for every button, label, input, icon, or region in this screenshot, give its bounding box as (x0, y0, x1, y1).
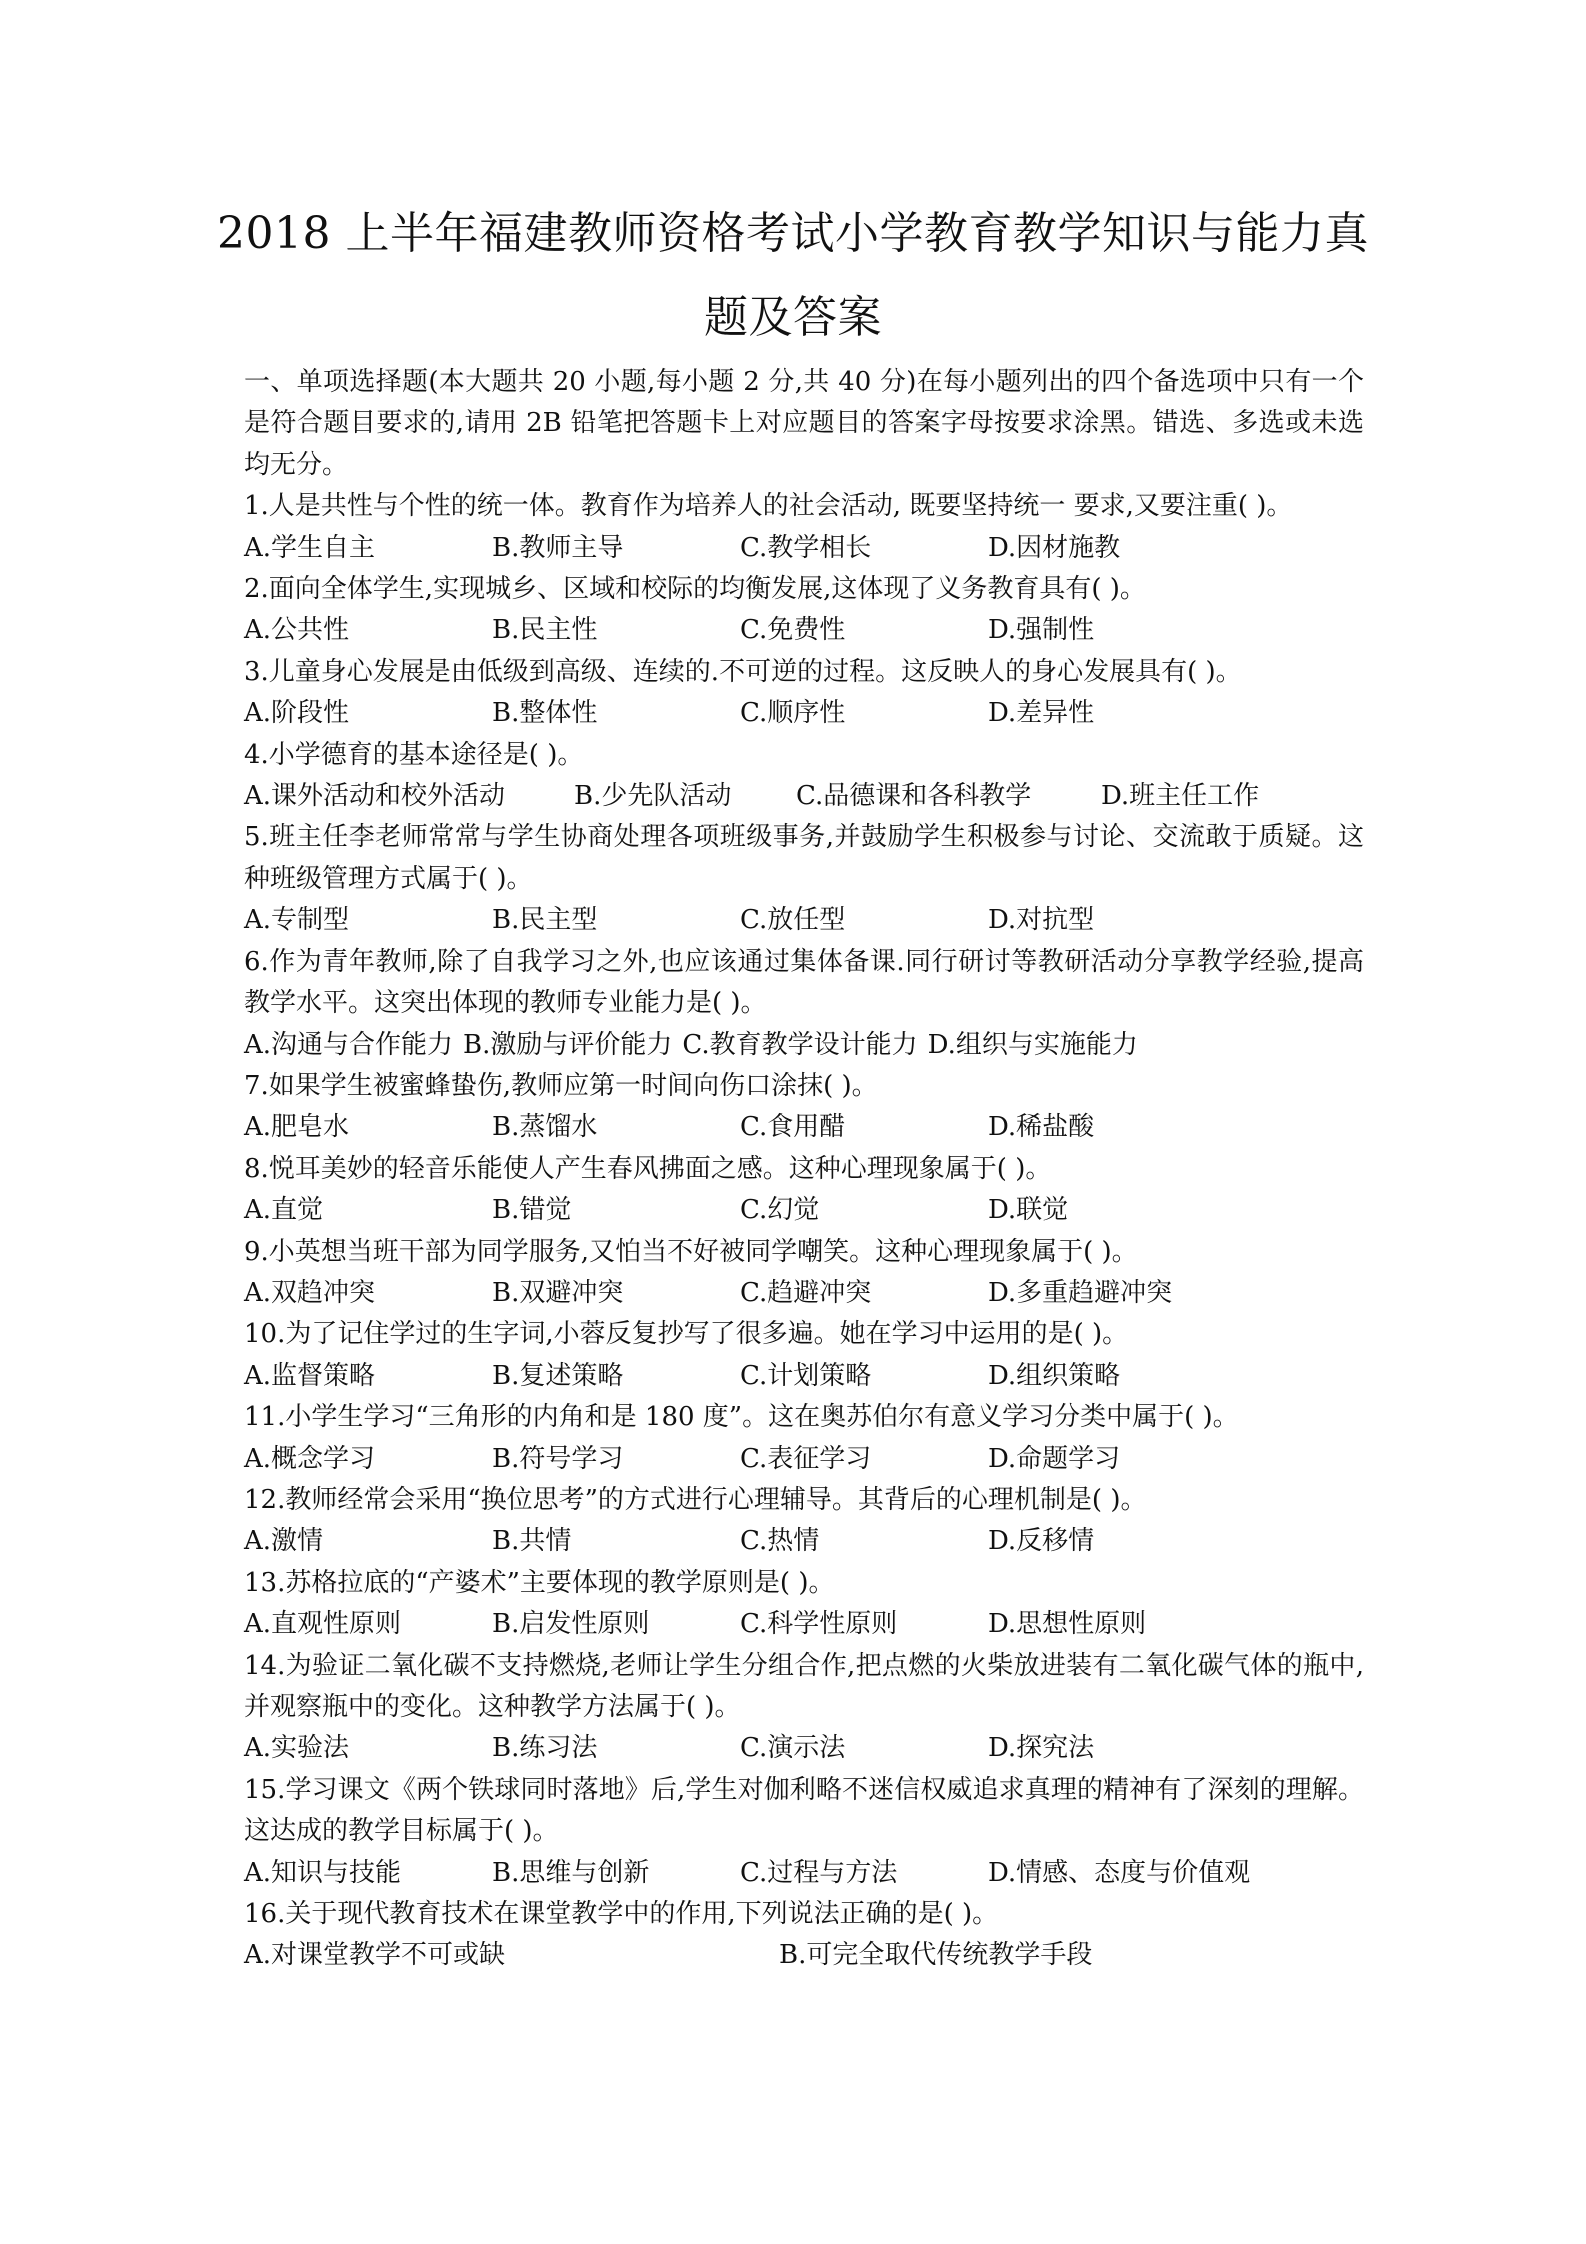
option-c: C.演示法 (740, 1733, 846, 1764)
option-c: C.食用醋 (740, 1112, 846, 1143)
option-b: B.启发性原则 (492, 1609, 650, 1640)
question-7: 7.如果学生被蜜蜂蛰伤,教师应第一时间向伤口涂抹( )。 (244, 1070, 878, 1101)
question-4: 4.小学德育的基本途径是( )。 (244, 739, 584, 770)
option-a: A.双趋冲突 (244, 1277, 376, 1308)
option-c: C.放任型 (740, 905, 846, 936)
option-b: B.民主性 (492, 615, 598, 646)
option-d: D.反移情 (988, 1526, 1095, 1557)
document-title-line-1: 2018 上半年福建教师资格考试小学教育教学知识与能力真 (217, 208, 1369, 259)
option-d: D.差异性 (988, 698, 1095, 729)
option-c: C.过程与方法 (740, 1857, 898, 1888)
question-1-options (244, 528, 1364, 569)
option-a: A.监督策略 (244, 1360, 376, 1391)
option-d: D.组织与实施能力 (927, 1029, 1138, 1060)
option-c: C.顺序性 (740, 698, 846, 729)
question-3-options (244, 693, 1364, 734)
question-1: 1.人是共性与个性的统一体。教育作为培养人的社会活动, 既要坚持统一 要求,又要注重( )。 (244, 491, 1293, 522)
option-b: B.民主型 (492, 905, 598, 936)
question-2: 2.面向全体学生,实现城乡、区域和校际的均衡发展,这体现了义务教育具有( )。 (244, 574, 1146, 605)
question-15-options (244, 1853, 1364, 1894)
option-c: C.免费性 (740, 615, 846, 646)
option-d: D.探究法 (988, 1733, 1095, 1764)
question-14: 14.为验证二氧化碳不支持燃烧,老师让学生分组合作,把点燃的火柴放进装有二氧化碳气体的瓶中,并观察瓶中的变化。这种教学方法属于( )。 (244, 1650, 1364, 1722)
option-d: D.稀盐酸 (988, 1112, 1095, 1143)
option-b: B.符号学习 (492, 1443, 624, 1474)
question-8: 8.悦耳美妙的轻音乐能使人产生春风拂面之感。这种心理现象属于( )。 (244, 1153, 1052, 1184)
option-b: B.错觉 (492, 1195, 572, 1226)
question-9: 9.小英想当班干部为同学服务,又怕当不好被同学嘲笑。这种心理现象属于( )。 (244, 1236, 1138, 1267)
document-body (244, 362, 1364, 1977)
option-c: C.计划策略 (740, 1360, 872, 1391)
option-c: C.表征学习 (740, 1443, 872, 1474)
option-b: B.教师主导 (492, 532, 624, 563)
option-b: B.可完全取代传统教学手段 (779, 1940, 1093, 1971)
option-a: A.专制型 (244, 905, 350, 936)
document-title-line-2: 题及答案 (704, 292, 882, 343)
option-d: D.强制性 (988, 615, 1095, 646)
question-6: 6.作为青年教师,除了自我学习之外,也应该通过集体备课.同行研讨等教研活动分享教学经验,提高教学水平。这突出体现的教师专业能力是( )。 (244, 946, 1364, 1019)
option-a: A.学生自主 (244, 532, 376, 563)
option-b: B.整体性 (492, 698, 598, 729)
option-b: B.激励与评价能力 (463, 1029, 673, 1060)
option-b: B.双避冲突 (492, 1277, 624, 1308)
question-11: 11.小学生学习“三角形的内角和是 180 度”。这在奥苏伯尔有意义学习分类中属于( )。 (244, 1402, 1239, 1433)
question-2-options (244, 610, 1364, 651)
question-12-options (244, 1521, 1364, 1562)
option-d: D.命题学习 (988, 1443, 1121, 1474)
option-d: D.联觉 (988, 1195, 1069, 1226)
option-c: C.教学相长 (740, 532, 872, 563)
question-9-options (244, 1273, 1364, 1314)
question-12: 12.教师经常会采用“换位思考”的方式进行心理辅导。其背后的心理机制是( )。 (244, 1484, 1147, 1515)
question-13-options (244, 1604, 1364, 1645)
question-16-options (244, 1935, 1364, 1976)
option-a: A.沟通与合作能力 (244, 1029, 454, 1060)
question-7-options (244, 1107, 1364, 1148)
option-c: C.热情 (740, 1526, 820, 1557)
question-3: 3.儿童身心发展是由低级到高级、连续的.不可逆的过程。这反映人的身心发展具有( )。 (244, 656, 1242, 687)
option-c: C.品德课和各科教学 (796, 781, 1032, 812)
option-b: B.少先队活动 (574, 781, 732, 812)
option-a: A.激情 (244, 1526, 324, 1557)
option-a: A.实验法 (244, 1733, 350, 1764)
option-d: D.情感、态度与价值观 (988, 1857, 1251, 1888)
question-10-options (244, 1356, 1364, 1397)
question-4-options (244, 776, 1364, 817)
question-16: 16.关于现代教育技术在课堂教学中的作用,下列说法正确的是( )。 (244, 1899, 999, 1930)
question-5: 5.班主任李老师常常与学生协商处理各项班级事务,并鼓励学生积极参与讨论、交流敢于质疑。这种班级管理方式属于( )。 (244, 822, 1364, 894)
question-6-options (244, 1025, 1364, 1066)
option-a: A.概念学习 (244, 1443, 376, 1474)
option-a: A.阶段性 (244, 698, 350, 729)
question-5-options (244, 900, 1364, 941)
option-d: D.班主任工作 (1101, 781, 1260, 812)
option-b: B.练习法 (492, 1733, 598, 1764)
option-d: D.对抗型 (988, 905, 1095, 936)
option-d: D.因材施教 (988, 532, 1121, 563)
option-b: B.复述策略 (492, 1360, 624, 1391)
option-a: A.知识与技能 (244, 1857, 402, 1888)
question-15: 15.学习课文《两个铁球同时落地》后,学生对伽利略不迷信权威追求真理的精神有了深刻的理解。这达成的教学目标属于( )。 (244, 1774, 1364, 1847)
section-instructions: 一、单项选择题(本大题共 20 小题,每小题 2 分,共 40 分)在每小题列出的四个备选项中只有一个是符合题目要求的,请用 2B 铅笔把答题卡上对应题目的答案字母按要求涂黑。错选、多选或未选均无分。 (244, 367, 1364, 480)
question-10: 10.为了记住学过的生字词,小蓉反复抄写了很多遍。她在学习中运用的是( )。 (244, 1319, 1129, 1350)
option-c: C.趋避冲突 (740, 1277, 872, 1308)
option-a: A.直观性原则 (244, 1609, 402, 1640)
option-b: B.蒸馏水 (492, 1112, 598, 1143)
option-a: A.公共性 (244, 615, 350, 646)
option-b: B.共情 (492, 1526, 572, 1557)
option-a: A.肥皂水 (244, 1112, 350, 1143)
option-a: A.直觉 (244, 1195, 324, 1226)
option-c: C.幻觉 (740, 1195, 820, 1226)
question-14-options (244, 1728, 1364, 1769)
option-c: C.科学性原则 (740, 1609, 898, 1640)
question-11-options (244, 1439, 1364, 1480)
option-d: D.组织策略 (988, 1360, 1121, 1391)
question-8-options (244, 1190, 1364, 1231)
option-d: D.思想性原则 (988, 1609, 1147, 1640)
option-c: C.教育教学设计能力 (682, 1029, 918, 1060)
question-13: 13.苏格拉底的“产婆术”主要体现的教学原则是( )。 (244, 1567, 835, 1598)
option-a: A.对课堂教学不可或缺 (244, 1940, 506, 1971)
option-a: A.课外活动和校外活动 (244, 781, 506, 812)
option-b: B.思维与创新 (492, 1857, 650, 1888)
option-d: D.多重趋避冲突 (988, 1277, 1173, 1308)
